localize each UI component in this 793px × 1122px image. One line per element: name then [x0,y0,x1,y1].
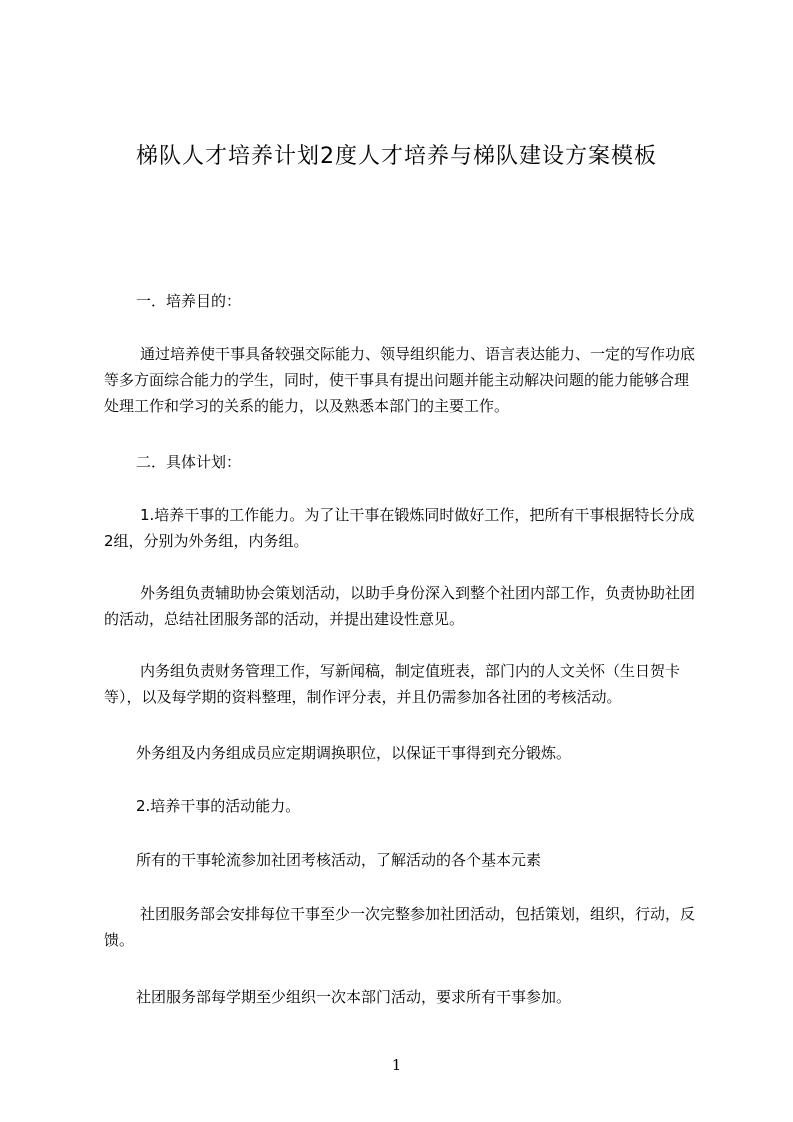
paragraph-purpose: 通过培养使干事具备较强交际能力、领导组织能力、语言表达能力、一定的写作功底等多方面综合能力的学生，同时，使干事具有提出问题并能主动解决问题的能力能够合理处理工作和学习的关系的能力，以及熟悉本部门的主要工作。 [104,345,696,415]
paragraph-rotation: 外务组及内务组成员应定期调换职位，以保证干事得到充分锻炼。 [136,744,572,762]
paragraph-plan-item-2: 2.培养干事的活动能力。 [136,797,301,815]
section-heading-plan: 二．具体计划： [136,453,242,471]
document-title: 梯队人才培养计划2度人才培养与梯队建设方案模板 [136,144,657,169]
paragraph-assessment: 所有的干事轮流参加社团考核活动，了解活动的各个基本元素 [136,851,542,869]
paragraph-plan-item-1: 1.培养干事的工作能力。为了让干事在锻炼同时做好工作，把所有干事根据特长分成2组，分别为外务组，内务组。 [104,506,695,550]
paragraph-internal-group: 内务组负责财务管理工作，写新闻稿，制定值班表，部门内的人文关怀（生日贺卡等），以及每学期的资料整理，制作评分表，并且仍需参加各社团的考核活动。 [104,662,681,706]
paragraph-external-group: 外务组负责辅助协会策划活动，以助手身份深入到整个社团内部工作，负责协助社团的活动，总结社团服务部的活动，并提出建设性意见。 [104,584,696,628]
paragraph-participation: 社团服务部会安排每位干事至少一次完整参加社团活动，包括策划，组织，行动，反馈。 [104,905,696,949]
section-heading-purpose: 一．培养目的： [136,292,242,310]
paragraph-department-activity: 社团服务部每学期至少组织一次本部门活动，要求所有干事参加。 [136,988,572,1006]
page-number: 1 [391,1056,402,1074]
